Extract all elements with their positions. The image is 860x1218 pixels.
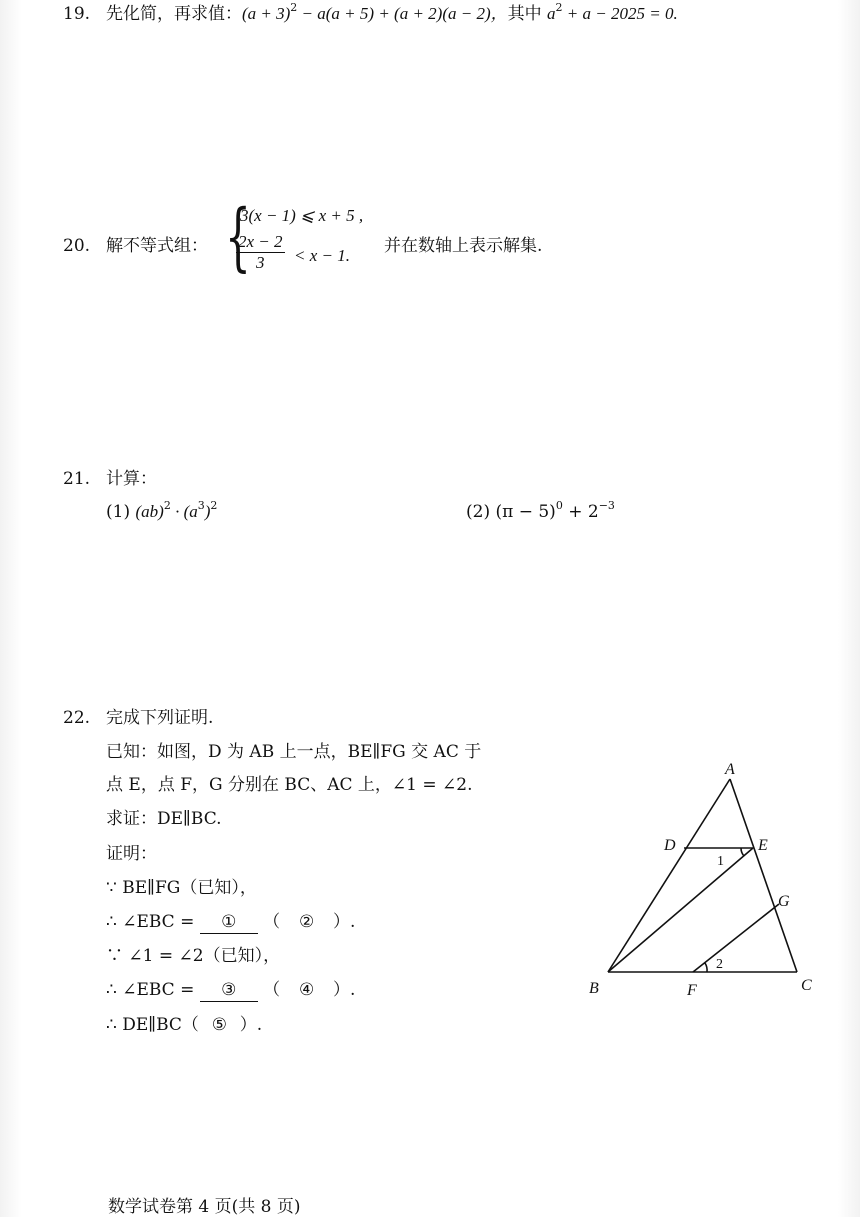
page-edge-left: [0, 0, 22, 1217]
side-ac: [730, 779, 797, 972]
q19-expr2: − a(a + 5) + (a + 2)(a − 2)，: [297, 4, 508, 23]
q22-step4-a: ∴ ∠EBC =: [106, 980, 195, 1000]
q22-prove: 求证：DE∥BC.: [106, 809, 222, 829]
q21-p2-e1: 0: [555, 499, 563, 512]
q22-step5: [106, 1014, 262, 1036]
q22-step2: [106, 911, 355, 934]
q20-frac-num: 2x − 2: [238, 232, 283, 251]
q22-proof-title: 证明：: [106, 844, 157, 864]
q21-p2-plus: + 2: [562, 502, 599, 522]
label-f: F: [687, 982, 697, 999]
q22-step5-a: ∴ DE∥BC（: [106, 1015, 199, 1035]
q19-cond-rest: + a − 2025 = 0.: [562, 4, 678, 23]
q20-lead: 解不等式组：: [106, 236, 208, 256]
q21-p1-dot: · (a: [170, 502, 198, 521]
q21-p1-e1: 2: [163, 499, 171, 512]
q21-p2-e2: −3: [598, 499, 615, 512]
q22-step4-c: ）.: [332, 980, 356, 1000]
angle-1-label: 1: [717, 854, 724, 869]
q22-step4: [106, 979, 355, 1002]
q20-frac-den: 3: [256, 253, 265, 272]
label-a: A: [725, 761, 735, 778]
q19-exp1: 2: [290, 1, 298, 14]
page-footer: 数学试卷第 4 页(共 8 页): [108, 1197, 301, 1217]
page-edge-right: [838, 0, 860, 1217]
segment-fg: [693, 904, 779, 972]
segment-be: [608, 848, 753, 972]
q22-step3: ∵ ∠1 = ∠2（已知），: [106, 946, 281, 966]
q21-part2: [466, 501, 615, 523]
angle-2-arc: [705, 963, 707, 972]
q19-text: [106, 3, 678, 25]
q21-number: 21.: [63, 469, 91, 489]
answer-blank-1[interactable]: ①: [200, 911, 258, 934]
answer-blank-5[interactable]: ⑤: [211, 1015, 227, 1035]
q22-title: 完成下列证明.: [106, 708, 214, 728]
q21-p1-label: (1): [106, 502, 131, 522]
q21-p2-label: (2): [466, 502, 491, 522]
q19-expr: (a + 3): [242, 4, 291, 23]
q22-given-line1: 已知：如图，D 为 AB 上一点，BE∥FG 交 AC 于: [106, 742, 482, 762]
q22-step4-b: （: [263, 980, 281, 1000]
q22-step2-c: ）.: [332, 912, 356, 932]
angle-2-label: 2: [716, 957, 723, 972]
label-d: D: [664, 837, 676, 854]
q20-fraction: [236, 232, 285, 273]
side-ab: [608, 779, 730, 972]
q21-p2-a: (π − 5): [495, 502, 556, 522]
q19-cond-a: a: [547, 4, 556, 23]
answer-blank-3[interactable]: ③: [200, 979, 258, 1002]
q20-number: 20.: [63, 236, 91, 256]
label-g: G: [778, 893, 790, 910]
label-c: C: [801, 977, 812, 994]
q21-p1-e3: 2: [210, 499, 218, 512]
q22-step2-b: （: [263, 912, 281, 932]
q22-number: 22.: [63, 708, 91, 728]
q21-p1-e2: 3: [197, 499, 205, 512]
q19-exp2: 2: [555, 1, 563, 14]
q20-ineq2: < x − 1.: [294, 246, 350, 265]
q20-ineq1: 3(x − 1) ⩽ x + 5 ,: [240, 206, 364, 225]
q21-part1: [106, 501, 217, 523]
q21-title: 计算：: [106, 469, 157, 489]
answer-blank-4[interactable]: ④: [298, 980, 315, 1000]
answer-blank-2[interactable]: ②: [298, 912, 315, 932]
q19-cond-lead: 其中: [507, 4, 548, 24]
q22-step2-a: ∴ ∠EBC =: [106, 912, 195, 932]
q20-brace: {: [225, 194, 251, 280]
label-e: E: [758, 837, 768, 854]
angle-1-arc: [741, 848, 744, 856]
q22-step5-c: ）.: [239, 1015, 263, 1035]
q21-p1-close: ): [204, 502, 211, 521]
q19-number: 19.: [63, 4, 91, 24]
q19-lead: 先化简，再求值：: [106, 4, 242, 24]
label-b: B: [589, 980, 599, 997]
q20-tail: 并在数轴上表示解集.: [384, 236, 543, 256]
q22-step1: ∵ BE∥FG（已知），: [106, 878, 257, 898]
q21-p1-a: (ab): [135, 502, 164, 521]
q22-given-line2: 点 E，点 F，G 分别在 BC、AC 上，∠1 = ∠2.: [106, 775, 473, 795]
